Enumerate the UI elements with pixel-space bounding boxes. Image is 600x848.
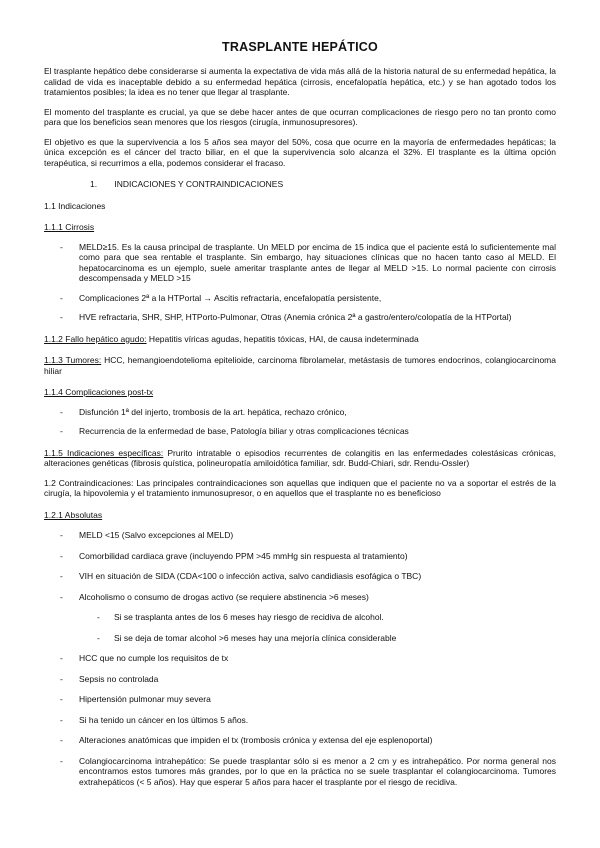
- section-number: 1.: [90, 179, 98, 189]
- contraindicaciones-paragraph: [44, 478, 556, 499]
- section-label: INDICACIONES Y CONTRAINDICACIONES: [114, 179, 284, 189]
- list-item: - Colangiocarcinoma intrahepático: Se puede trasplantar sólo si es menor a 2 cm y es intrahepático. Por norma general nos encontramos estos tumores más grandes, por lo que en la práctica no se suele trasplantar el colangiocarcinoma. Tumores extrahepáticos (< 5 años). Hay que esperar 5 años para hacer el trasplante por el riesgo de recidiva.: [44, 756, 556, 788]
- tumores-text: HCC, hemangioendotelioma epitelioide, carcinoma fibrolamelar, metástasis de tumores endocrinos, colangiocarcinoma hiliar: [44, 355, 556, 376]
- cirrosis-heading: 1.1.1 Cirrosis: [44, 222, 95, 232]
- document-title: TRASPLANTE HEPÁTICO: [222, 40, 378, 54]
- list-item: - Hipertensión pulmonar muy severa: [44, 694, 556, 705]
- tumores-heading: 1.1.3 Tumores:: [44, 355, 102, 365]
- especificas-paragraph: [44, 448, 556, 469]
- list-item: - Sepsis no controlada: [44, 674, 556, 685]
- list-item: - VIH en situación de SIDA (CDA<100 o infección activa, salvo candidiasis esofágica o TBC): [44, 571, 556, 582]
- especificas-heading: 1.1.5 Indicaciones específicas:: [44, 447, 164, 458]
- absolutas-list-b: [44, 653, 556, 787]
- absolutas-list-a: [44, 530, 556, 602]
- fallo-hepatico-paragraph: [44, 334, 556, 345]
- fallo-hepatico-text: Hepatitis víricas agudas, hepatitis tóxicas, HAI, de causa indeterminada: [146, 333, 419, 344]
- list-item: - Disfunción 1ª del injerto, trombosis de la art. hepática, rechazo crónico,: [44, 407, 556, 418]
- intro-paragraph-1: El trasplante hepático debe considerarse si aumenta la expectativa de vida más allá de la historia natural de su enfermedad hepática, la calidad de vida es inaceptable debido a su enfermedad hepática (cirrosis, encefalopatía hepática, etc.) y se han agotado todos los tratamientos posibles; la idea es no tener que llegar al trasplante.: [44, 66, 556, 97]
- list-item: - HVE refractaria, SHR, SHP, HTPorto-Pulmonar, Otras (Anemia crónica 2ª a gastro/entero/colopatía de la HTPortal): [44, 312, 556, 323]
- list-item: - MELD≥15. Es la causa principal de trasplante. Un MELD por encima de 15 indica que el paciente está lo suficientemente mal como para que sea rentable el trasplante. Sin embargo, hay situaciones clínicas que no hacen tanto caso al MELD. El hepatocarcinoma es un ejemplo, suele ameritar trasplante antes de llegar al MELD >15. Lo normal paciente con cirrosis descompensada y MELD >15: [44, 242, 556, 284]
- complicaciones-heading: 1.1.4 Complicaciones post-tx: [44, 387, 154, 397]
- list-item: - MELD <15 (Salvo excepciones al MELD): [44, 530, 556, 541]
- intro-paragraph-2: El momento del trasplante es crucial, ya que se debe hacer antes de que ocurran complicaciones de riesgo pero no tan pronto como para que los beneficios sean menores que los riesgos (cirugía, inmunosupresores).: [44, 106, 556, 127]
- intro-paragraph-3: El objetivo es que la supervivencia a los 5 años sea mayor del 50%, cosa que ocurre en la mayoría de enfermedades hepáticas; la única excepción es el cáncer del tracto biliar, en el que la supervivencia solo alcanza el 32%. El trasplante es la última opción terapéutica, si recurrimos a ella, podemos considerar el fracaso.: [44, 136, 556, 168]
- list-item: - Complicaciones 2ª a la HTPortal → Ascitis refractaria, encefalopatía persistente,: [44, 293, 556, 304]
- especificas-text: Prurito intratable o episodios recurrentes de colangitis en las enfermedades colestásicas crónicas, alteraciones genéticas (fibrosis quística, polineuropatía amiloidótica familiar, sdr. Budd-Chiari, sdr. Rendu-Ossler): [44, 447, 556, 468]
- list-item: - Alcoholismo o consumo de drogas activo (se requiere abstinencia >6 meses): [44, 592, 556, 603]
- complicaciones-list: [44, 407, 556, 437]
- list-item: - Alteraciones anatómicas que impiden el tx (trombosis crónica y extensa del eje esplenoportal): [44, 735, 556, 746]
- cirrosis-list: [44, 242, 556, 323]
- indicaciones-heading: 1.1 Indicaciones: [44, 200, 106, 211]
- fallo-hepatico-heading: 1.1.2 Fallo hepático agudo:: [44, 333, 147, 344]
- alcohol-sublist: [44, 612, 556, 643]
- tumores-paragraph: [44, 355, 556, 376]
- section-heading-1: [44, 179, 556, 190]
- contraindicaciones-text: Las principales contraindicaciones son aquellas que indiquen que el paciente no va a soportar el estrés de la cirugía, la hipovolemia y el tratamiento inmunosupresor, o en aquellos que el trasplante no es beneficioso: [44, 477, 556, 498]
- list-item: - Si se deja de tomar alcohol >6 meses hay una mejoría clínica considerable: [44, 633, 556, 644]
- list-item: - Si ha tenido un cáncer en los últimos 5 años.: [44, 715, 556, 726]
- list-item: - HCC que no cumple los requisitos de tx: [44, 653, 556, 664]
- contraindicaciones-heading: 1.2 Contraindicaciones:: [44, 477, 134, 488]
- list-item: - Recurrencia de la enfermedad de base, Patología biliar y otras complicaciones técnicas: [44, 426, 556, 437]
- list-item: - Si se trasplanta antes de los 6 meses hay riesgo de recidiva de alcohol.: [44, 612, 556, 623]
- absolutas-heading: 1.2.1 Absolutas: [44, 509, 103, 520]
- list-item: - Comorbilidad cardiaca grave (incluyendo PPM >45 mmHg sin respuesta al tratamiento): [44, 551, 556, 562]
